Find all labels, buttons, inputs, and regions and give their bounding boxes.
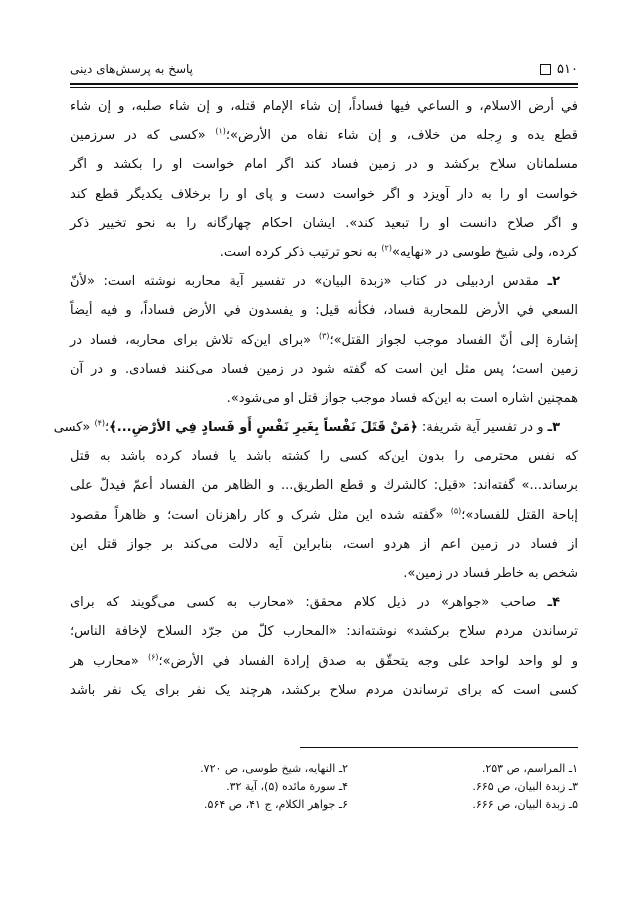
text-line — [70, 530, 578, 559]
footnote-marker[interactable]: (۵) — [450, 506, 462, 516]
text-line — [70, 384, 578, 413]
footnotes — [110, 762, 578, 811]
body-text — [53, 92, 579, 705]
text-segment: «کسی — [53, 420, 95, 436]
text-segment: السعي في الأرض للمحاربة فساد، فكأنه قيل: و يفسدون في الأرض فساداً، و فيه أيضاً — [70, 303, 578, 319]
text-line — [70, 588, 578, 617]
text-segment: به نحو ترتیب ذکر کرده است. — [219, 244, 382, 260]
text-segment: که نفس محترمی را بدون این‌که کسی را کشته باشد یا فساد کرده باشد به قتل — [70, 449, 578, 465]
text-line — [70, 296, 578, 325]
text-segment: همچنین اشاره است به این‌که فساد موجب جواز قتل او می‌شود». — [226, 390, 578, 406]
text-line — [70, 442, 578, 471]
text-line — [53, 413, 578, 442]
text-segment: ؛ — [105, 420, 110, 436]
text-segment: و لو واحد لواحد على وجه يتحقّق به صدق إرادة الفساد في الأرض»؛ — [158, 653, 578, 669]
page-number-block — [540, 62, 578, 77]
text-line — [70, 676, 578, 705]
text-segment: إشارة إلى أنّ الفساد موجب لجواز القتل»؛ — [329, 332, 578, 348]
footnote-item: ۱ـ المراسم، ص ۲۵۳. — [481, 762, 578, 775]
text-segment: کسی است که برای ترساندن مردم سلاح برکشد، هرچند یک نفر برای یک نفر باشد — [70, 682, 578, 698]
book-title: پاسخ به پرسش‌های دینی — [70, 62, 194, 76]
text-line — [70, 501, 578, 530]
header-rule — [70, 83, 578, 85]
text-line — [70, 180, 578, 209]
text-segment: و اگر صلاح دانست او را تبعید کند». ایشان احکام چهارگانه را به نحو تخییر ذکر — [70, 215, 578, 231]
text-segment: و در تفسیر آیة شریفة: — [417, 420, 548, 436]
text-segment: مسلمانان سلاح برکشد و در زمین فساد کند اگر امام خواست او را بکشد و اگر — [70, 157, 578, 173]
footnote-marker[interactable]: (۴) — [94, 418, 106, 428]
text-line — [70, 647, 578, 676]
text-segment: مقدس اردبیلی در کتاب «زبدة البیان» در تفسیر آیة محاربه نوشته است: «لأنّ — [70, 274, 548, 290]
footnote-item: ۵ـ زبدة البیان، ص ۶۶۶. — [472, 798, 578, 811]
square-ornament-icon — [540, 64, 551, 75]
text-segment: «کسی که در سرزمین — [70, 128, 216, 144]
text-segment: خواست او را به دار آویزد و اگر خواست دست و پای او را برخلاف یکدیگر قطع کند — [70, 186, 578, 202]
footnote-marker[interactable]: (۱) — [215, 126, 226, 136]
text-line — [70, 471, 578, 500]
text-segment: برساند...» گفته‌اند: «قيل: كالشرك و قطع الطريق... و الظاهر من الفساد أعمّ فيدلّ على — [70, 478, 578, 494]
text-segment: «گفته شده این مثل شرک و کار راهزنان است؛ و ظاهراً مقصود — [70, 507, 451, 523]
text-segment: «برای این‌که تلاش برای محاربه، فساد در — [70, 332, 319, 348]
text-segment: في أرض الاسلام، و الساعي فيها فساداً، إن شاء الإمام قتله، و إن شاء صلبه، و إن شاء — [70, 99, 578, 114]
text-segment: زمین است؛ پس مثل این است که گفته شود در زمین فساد می‌کنند فسادی. و در آن — [70, 361, 578, 377]
text-segment: ۴ـ — [547, 595, 560, 611]
text-line — [70, 92, 578, 121]
page-header — [70, 58, 578, 80]
footnote-item: ۳ـ زبدة البیان، ص ۶۶۵. — [472, 780, 578, 793]
text-line — [70, 238, 578, 267]
footnote-marker[interactable]: (۶) — [147, 652, 159, 662]
text-segment: شخص به خاطر فساد در زمین». — [403, 566, 578, 581]
text-segment: کرده، ولی شیخ طوسی در «نهایه» — [391, 244, 578, 260]
footnote-marker[interactable]: (۲) — [381, 243, 392, 253]
text-segment: قطع يده و رِجله من خلاف، و إن شاء نفاه من الأرض»؛ — [225, 128, 578, 144]
text-segment: ۳ـ — [547, 420, 560, 436]
text-segment: ترساندن مردم سلاح برکشد» نوشته‌اند: «المحارب كلّ من جرّد السلاح لإخافة الناس؛ — [70, 624, 578, 640]
text-segment: ﴿مَنْ قَتَلَ نَفْساً بِغَيرِ نَفْسٍ أَو فَسادٍ فِي الأرْضِ...﴾ — [109, 420, 418, 436]
text-segment: إباحة القتل للفساد»؛ — [461, 507, 579, 523]
footnote-item: ۴ـ سورة مائده (۵)، آیة ۳۲. — [226, 780, 348, 793]
header-rule-thin — [70, 87, 578, 88]
footnote-item: ۲ـ النهایه، شیخ طوسی، ص ۷۲۰. — [200, 762, 348, 775]
text-line — [70, 267, 578, 296]
footnote-divider — [300, 747, 578, 748]
text-line — [70, 121, 578, 150]
footnote-marker[interactable]: (۳) — [318, 331, 330, 341]
text-line — [70, 355, 578, 384]
text-line — [70, 559, 578, 588]
text-line — [70, 150, 578, 179]
text-line — [70, 209, 578, 238]
footnote-item: ۶ـ جواهر الکلام، ج ۴۱، ص ۵۶۴. — [204, 798, 348, 811]
text-segment: «محارب هر — [70, 653, 148, 669]
text-segment: صاحب «جواهر» در ذیل کلام محقق: «محارب به کسی می‌گویند که برای — [70, 595, 548, 611]
text-segment: از فساد در زمین اعم از هردو است، بنابراین آیه دلالت می‌کند بر جواز قتل این — [70, 536, 578, 552]
text-line — [70, 617, 578, 646]
text-segment: ۲ـ — [547, 274, 560, 290]
page-number: ۵۱۰ — [557, 61, 578, 77]
text-line — [70, 326, 578, 355]
